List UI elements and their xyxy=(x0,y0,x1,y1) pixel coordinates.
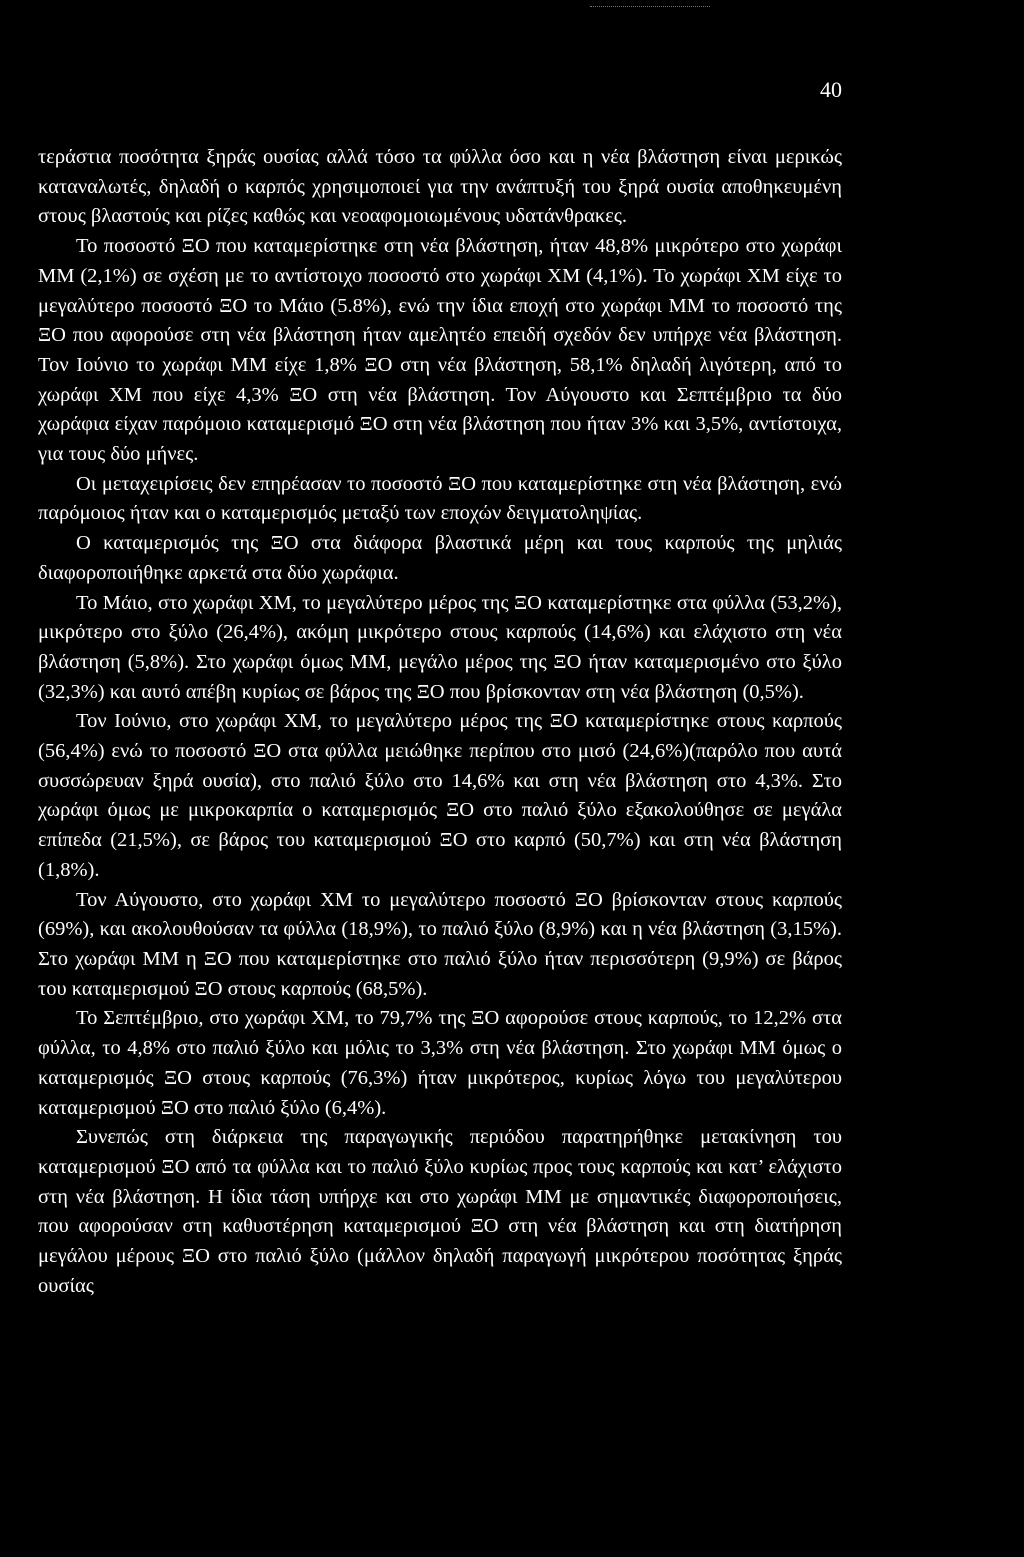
paragraph-2: Το ποσοστό ΞΟ που καταμερίστηκε στη νέα βλάστηση, ήταν 48,8% μικρότερο στο χωράφι ΜΜ (2,1%) σε σχέση με το αντίστοιχο ποσοστό στο χωράφι ΧΜ (4,1%). Το χωράφι ΧΜ είχε το μεγαλύτερο ποσοστό ΞΟ το Μάιο (5.8%), ενώ την ίδια εποχή στο χωράφι ΜΜ το ποσοστό της ΞΟ που αφορούσε στη νέα βλάστηση ήταν αμελητέο επειδή σχεδόν δεν υπήρχε νέα βλάστηση. Τον Ιούνιο το χωράφι ΜΜ είχε 1,8% ΞΟ στη νέα βλάστηση, 58,1% δηλαδή λιγότερη, από το χωράφι ΧΜ που είχε 4,3% ΞΟ στη νέα βλάστηση. Τον Αύγουστο και Σεπτέμβριο τα δύο χωράφια είχαν παρόμοιο καταμερισμό ΞΟ στη νέα βλάστηση που ήταν 3% και 3,5%, αντίστοιχα, για τους δύο μήνες. xyxy=(38,235,842,466)
paragraph-4: Ο καταμερισμός της ΞΟ στα διάφορα βλαστικά μέρη και τους καρπούς της μηλιάς διαφοροποιήθηκε αρκετά στα δύο χωράφια. xyxy=(38,532,842,584)
body-text xyxy=(38,143,842,1301)
page-number: 40 xyxy=(820,77,842,102)
paragraph-8: Το Σεπτέμβριο, στο χωράφι ΧΜ, το 79,7% της ΞΟ αφορούσε στους καρπούς, το 12,2% στα φύλλα, το 4,8% στο παλιό ξύλο και μόλις το 3,3% στη νέα βλάστηση. Στο χωράφι ΜΜ όμως ο καταμερισμός ΞΟ στους καρπούς (76,3%) ήταν μικρότερος, κυρίως λόγω του μεγαλύτερου καταμερισμού ΞΟ στο παλιό ξύλο (6,4%). xyxy=(38,1007,842,1119)
paragraph-5: Το Μάιο, στο χωράφι ΧΜ, το μεγαλύτερο μέρος της ΞΟ καταμερίστηκε στα φύλλα (53,2%), μικρότερο στο ξύλο (26,4%), ακόμη μικρότερο στους καρπούς (14,6%) και ελάχιστο στη νέα βλάστηση (5,8%). Στο χωράφι όμως ΜΜ, μεγάλο μέρος της ΞΟ ήταν καταμερισμένο στο ξύλο (32,3%) και αυτό απέβη κυρίως σε βάρος της ΞΟ που βρίσκονταν στη νέα βλάστηση (0,5%). xyxy=(38,591,842,703)
paragraph-3: Οι μεταχειρίσεις δεν επηρέασαν το ποσοστό ΞΟ που καταμερίστηκε στη νέα βλάστηση, ενώ παρόμοιος ήταν και ο καταμερισμός μεταξύ των εποχών δειγματοληψίας. xyxy=(38,472,842,525)
paragraph-6: Τον Ιούνιο, στο χωράφι ΧΜ, το μεγαλύτερο μέρος της ΞΟ καταμερίστηκε στους καρπούς (56,4%) ενώ το ποσοστό ΞΟ στα φύλλα μειώθηκε περίπου στο μισό (24,6%)(παρόλο που αυτά συσσώρευαν ξηρά ουσία), στο παλιό ξύλο στο 14,6% και στη νέα βλάστηση στο 4,3%. Στο χωράφι όμως με μικροκαρπία ο καταμερισμός ΞΟ στο παλιό ξύλο εξακολούθησε σε μεγάλα επίπεδα (21,5%), σε βάρος του καταμερισμού ΞΟ στο καρπό (50,7%) και στη νέα βλάστηση (1,8%). xyxy=(38,710,842,881)
paragraph-9: Συνεπώς στη διάρκεια της παραγωγικής περιόδου παρατηρήθηκε μετακίνηση του καταμερισμού ΞΟ από τα φύλλα και το παλιό ξύλο κυρίως προς τους καρπούς και κατ’ ελάχιστο στη νέα βλάστηση. Η ίδια τάση υπήρχε και στο χωράφι ΜΜ με σημαντικές διαφοροποιήσεις, που αφορούσαν στη καθυστέρηση καταμερισμού ΞΟ στη νέα βλάστηση και στη διατήρηση μεγάλου μέρους ΞΟ στο παλιό ξύλο (μάλλον δηλαδή παραγωγή μικρότερου ποσότητας ξηράς ουσίας xyxy=(38,1126,842,1297)
paragraph-7: Τον Αύγουστο, στο χωράφι ΧΜ το μεγαλύτερο ποσοστό ΞΟ βρίσκονταν στους καρπούς (69%), και ακολουθούσαν τα φύλλα (18,9%), το παλιό ξύλο (8,9%) και η νέα βλάστηση (3,15%). Στο χωράφι ΜΜ η ΞΟ που καταμερίστηκε στο παλιό ξύλο ήταν περισσότερη (9,9%) σε βάρος του καταμερισμού ΞΟ στους καρπούς (68,5%). xyxy=(38,888,842,1000)
paragraph-1: τεράστια ποσότητα ξηράς ουσίας αλλά τόσο τα φύλλα όσο και η νέα βλάστηση είναι μερικώς καταναλωτές, δηλαδή ο καρπός χρησιμοποιεί για την ανάπτυξή του ξηρά ουσία αποθηκευμένη στους βλαστούς και ρίζες καθώς και νεοαφομοιωμένους υδατάνθρακες. xyxy=(38,146,842,228)
scan-artifact xyxy=(590,6,710,9)
